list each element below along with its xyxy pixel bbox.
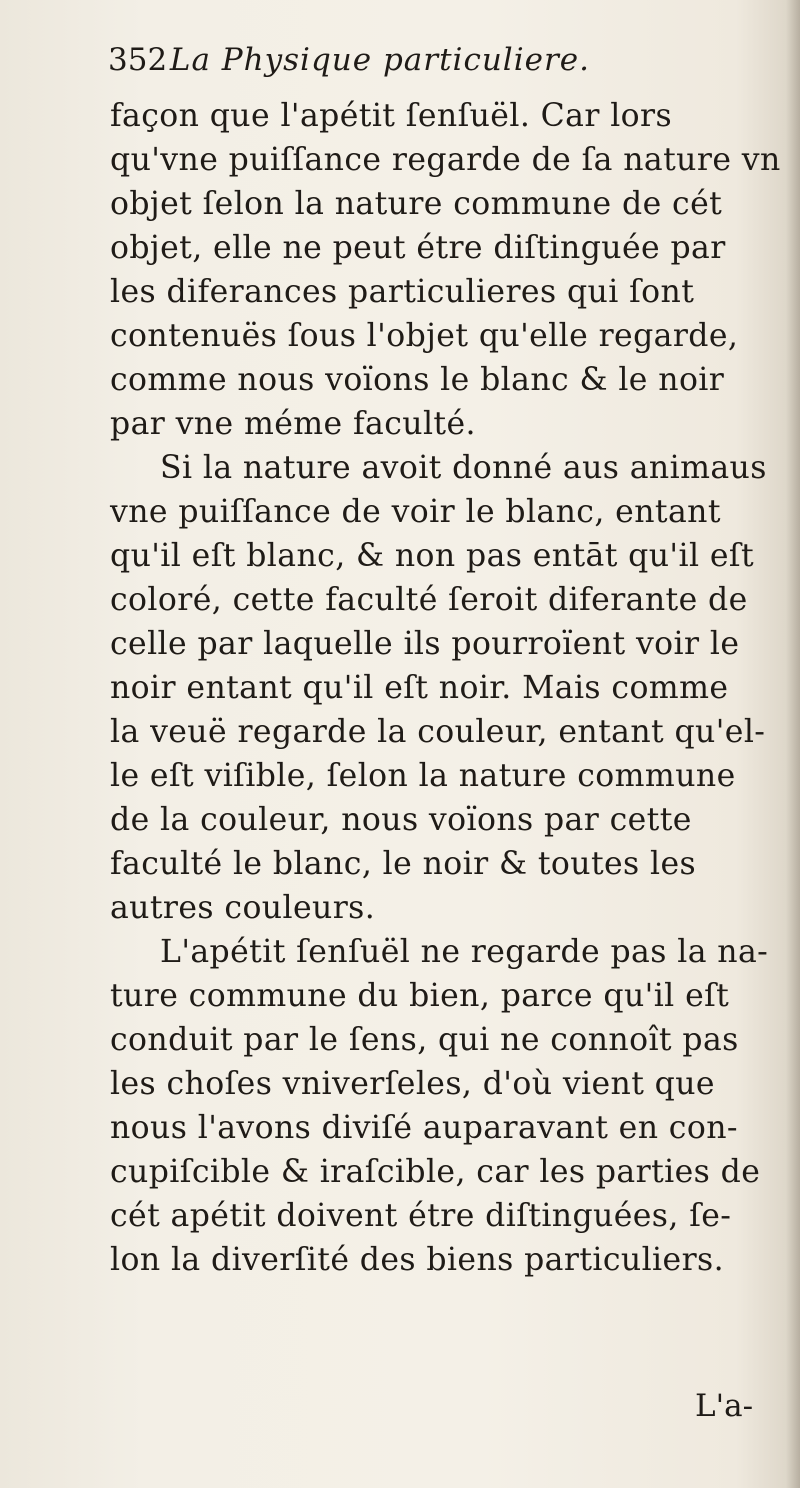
text-line: façon que l'apétit ſenſuël. Car lors xyxy=(110,98,673,134)
text-line: comme nous voïons le blanc & le noir xyxy=(110,362,725,398)
text-line: celle par laquelle ils pourroïent voir le xyxy=(110,626,740,662)
running-header xyxy=(108,38,708,82)
text-line: la veuë regarde la couleur, entant qu'el- xyxy=(110,714,766,750)
paragraph-start-line: L'apétit ſenſuël ne regarde pas la na- xyxy=(160,934,769,970)
page-number: 352 xyxy=(108,42,168,78)
text-line: conduit par le ſens, qui ne connoît pas xyxy=(110,1022,739,1058)
text-line: qu'vne puiſſance regarde de ſa nature vn xyxy=(110,142,781,178)
text-line: cupiſcible & iraſcible, car les parties de xyxy=(110,1154,761,1190)
text-line: de la couleur, nous voïons par cette xyxy=(110,802,692,838)
text-line: les choſes vniverſeles, d'où vient que xyxy=(110,1066,715,1102)
text-line: objet, elle ne peut étre diſtinguée par xyxy=(110,230,726,266)
text-line: noir entant qu'il eſt noir. Mais comme xyxy=(110,670,729,706)
text-line: contenuës ſous l'objet qu'elle regarde, xyxy=(110,318,739,354)
text-line: les diferances particulieres qui ſont xyxy=(110,274,695,310)
text-line: autres couleurs. xyxy=(110,890,376,926)
text-line: vne puiſſance de voir le blanc, entant xyxy=(110,494,721,530)
catchword: L'a- xyxy=(695,1388,754,1424)
text-line: nous l'avons diviſé auparavant en con- xyxy=(110,1110,738,1146)
text-line: qu'il eſt blanc, & non pas entāt qu'il eſt xyxy=(110,538,755,574)
page-edge-shadow xyxy=(786,0,800,1488)
running-title: La Physique particuliere. xyxy=(169,42,590,78)
text-line: faculté le blanc, le noir & toutes les xyxy=(110,846,697,882)
text-line: par vne méme faculté. xyxy=(110,406,476,442)
text-line: lon la diverſité des biens particuliers. xyxy=(110,1242,725,1278)
paragraph-start-line: Si la nature avoit donné aus animaus xyxy=(160,450,767,486)
text-line: cét apétit doivent étre diſtinguées, ſe- xyxy=(110,1198,732,1234)
text-line: objet ſelon la nature commune de cét xyxy=(110,186,723,222)
text-line: ture commune du bien, parce qu'il eſt xyxy=(110,978,730,1014)
text-line: le eſt viſible, ſelon la nature commune xyxy=(110,758,736,794)
text-line: coloré, cette faculté ſeroit diferante de xyxy=(110,582,748,618)
